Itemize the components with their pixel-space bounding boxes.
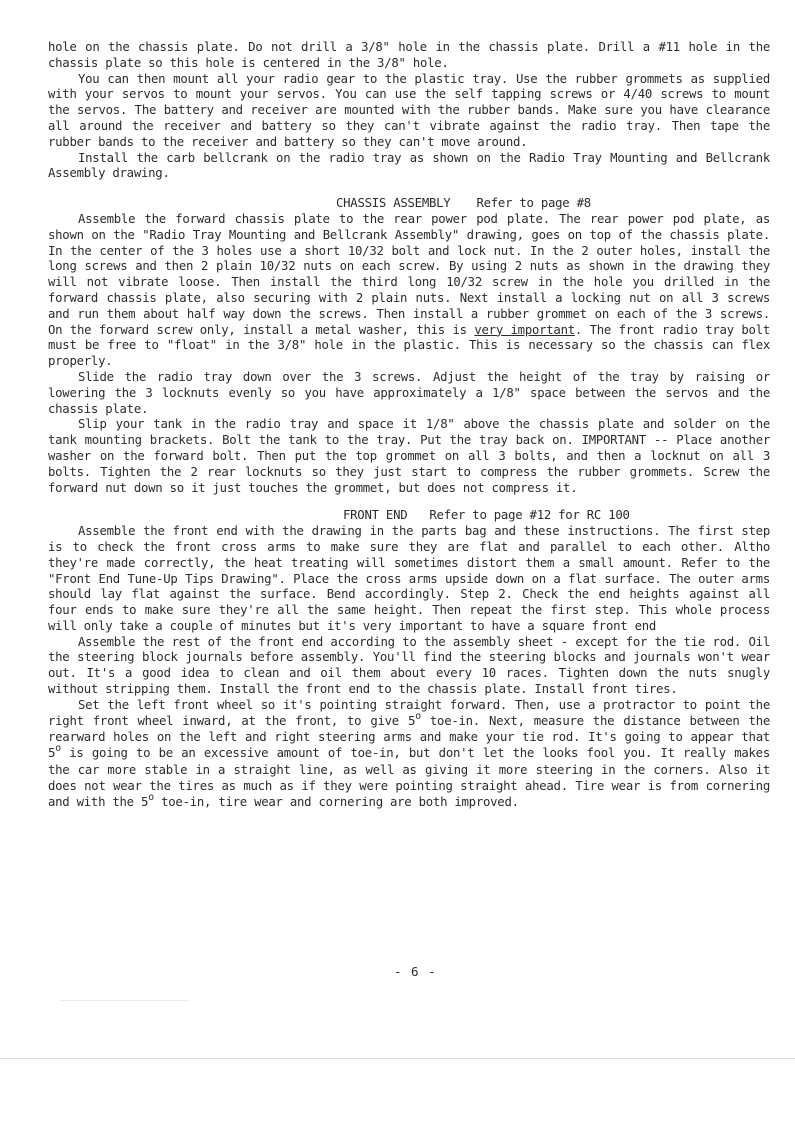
- scan-artifact-line: [60, 1000, 190, 1001]
- paragraph-chassis-plates: [48, 212, 770, 370]
- degree-symbol: o: [55, 743, 61, 755]
- paragraph-text: You can then mount all your radio gear to the plastic tray. Use the rubber grommets as supplied with your servos to mount your servos. You can use the self tapping screws or 4/40 screws to mount the servos. The battery and receiver are mounted with the rubber bands. Make sure you have clearance all around the receiver and battery so they can't vibrate against the radio tray. Then tape the rubber bands to the receiver and battery so they can't move around.: [48, 71, 770, 149]
- chassis-assembly-heading: [48, 196, 770, 212]
- paragraph-steering-blocks: [48, 635, 770, 698]
- paragraph-text: Assemble the rest of the front end according to the assembly sheet - except for the tie rod. Oil the steering block journals before assembly. You'll find the steering blocks and journals won't wear out. It's a good idea to clean and oil them about every 10 races. Tighten down the nuts snugly without stripping them. Install the front end to the chassis plate. Install front tires.: [48, 634, 770, 697]
- paragraph-text: . The front radio tray bolt must be free to "float" in the 3/8" hole in the plastic. This is necessary so the chassis can flex properly.: [48, 322, 770, 369]
- section-reference: Refer to page #8: [476, 196, 591, 211]
- paragraph-cross-arms: [48, 524, 770, 635]
- paragraph-text: Set the left front wheel so it's pointing straight forward. Then, use a protractor to point the right front wheel inward, at the front, to give 5: [48, 697, 770, 728]
- paragraph-text: Install the carb bellcrank on the radio tray as shown on the Radio Tray Mounting and Bellcrank Assembly drawing.: [48, 150, 770, 181]
- paragraph-text: Assemble the front end with the drawing in the parts bag and these instructions. The first step is to check the front cross arms to make sure they are flat and parallel to each other. Altho they're made correctly, the heat treating will sometimes distort them a small amount. Refer to the "Front End Tune-Up Tips Drawing". Place the cross arms upside down on a flat surface. The outer arms should lay flat against the surface. Bend accordingly. Step 2. Check the end heights against all four ends to make sure they're all the same height. Then repeat the first step. This whole process will only take a couple of minutes but it's very important to have a square front end: [48, 524, 770, 633]
- paragraph-text: is going to be an excessive amount of toe-in, but don't let the looks fool you. It really makes the car more stable in a straight line, as well as giving it more steering in the corners. Also it does not wear the tires as much as if they were pointing straight ahead. Tire wear is from cornering and with the 5: [48, 746, 770, 809]
- paragraph-text: toe-in, tire wear and cornering are both improved.: [153, 794, 519, 809]
- paragraph-text: toe-in. Next, measure the distance between the rearward holes on the left and right steering arms and make your tie rod. It's going to appear that 5: [48, 713, 770, 761]
- paragraph-radio-gear: [48, 72, 770, 151]
- section-title: CHASSIS ASSEMBLY: [336, 196, 451, 211]
- paragraph-text: Slide the radio tray down over the 3 screws. Adjust the height of the tray by raising or lowering the 3 locknuts evenly so you have approximately a 1/8" space between the servos and the chassis plate.: [48, 369, 770, 416]
- degree-symbol: o: [148, 791, 154, 803]
- document-body: [48, 40, 770, 811]
- paragraph-text: hole on the chassis plate. Do not drill a 3/8" hole in the chassis plate. Drill a #11 hole in the chassis plate so this hole is centered in the 3/8" hole.: [48, 40, 770, 70]
- paragraph-text: Assemble the forward chassis plate to the rear power pod plate. The rear power pod plate, as shown on the "Radio Tray Mounting and Bellcrank Assembly" drawing, goes on top of the chassis plate. In the center of the 3 holes use a short 10/32 bolt and lock nut. In the 2 outer holes, install the long screws and then 2 plain 10/32 nuts on each screw. By using 2 nuts as shown in the drawing they will not vibrate loose. Then install the third long 10/32 screw in the hole you drilled in the forward chassis plate, also securing with 2 plain nuts. Next install a locking nut on all 3 screws and run them about half way down the screws. Then install a rubber grommet on each of the 3 screws. On the forward screw only, install a metal washer, this is: [48, 211, 770, 337]
- paragraph-tray-hole: [48, 40, 770, 72]
- page-number: - 6 -: [394, 964, 437, 979]
- paragraph-radio-tray-height: [48, 370, 770, 417]
- section-reference: Refer to page #12 for RC 100: [429, 508, 630, 523]
- paragraph-bellcrank: [48, 151, 770, 183]
- paragraph-toe-in: [48, 698, 770, 812]
- section-title: FRONT END: [343, 508, 408, 523]
- page-bottom-divider: [0, 1058, 795, 1059]
- front-end-heading: [48, 508, 770, 524]
- degree-symbol: o: [415, 710, 421, 722]
- emphasis-text: very important: [474, 322, 575, 337]
- paragraph-text: Slip your tank in the radio tray and space it 1/8" above the chassis plate and solder on the tank mounting brackets. Bolt the tank to the tray. Put the tray back on. IMPORTANT -- Place another washer on the forward bolt. Then put the top grommet on all 3 bolts, and then a locknut on all 3 bolts. Tighten the 2 rear locknuts so they just start to compress the rubber grommets. Screw the forward nut down so it just touches the grommet, but does not compress it.: [48, 417, 770, 495]
- paragraph-tank-mounting: [48, 417, 770, 496]
